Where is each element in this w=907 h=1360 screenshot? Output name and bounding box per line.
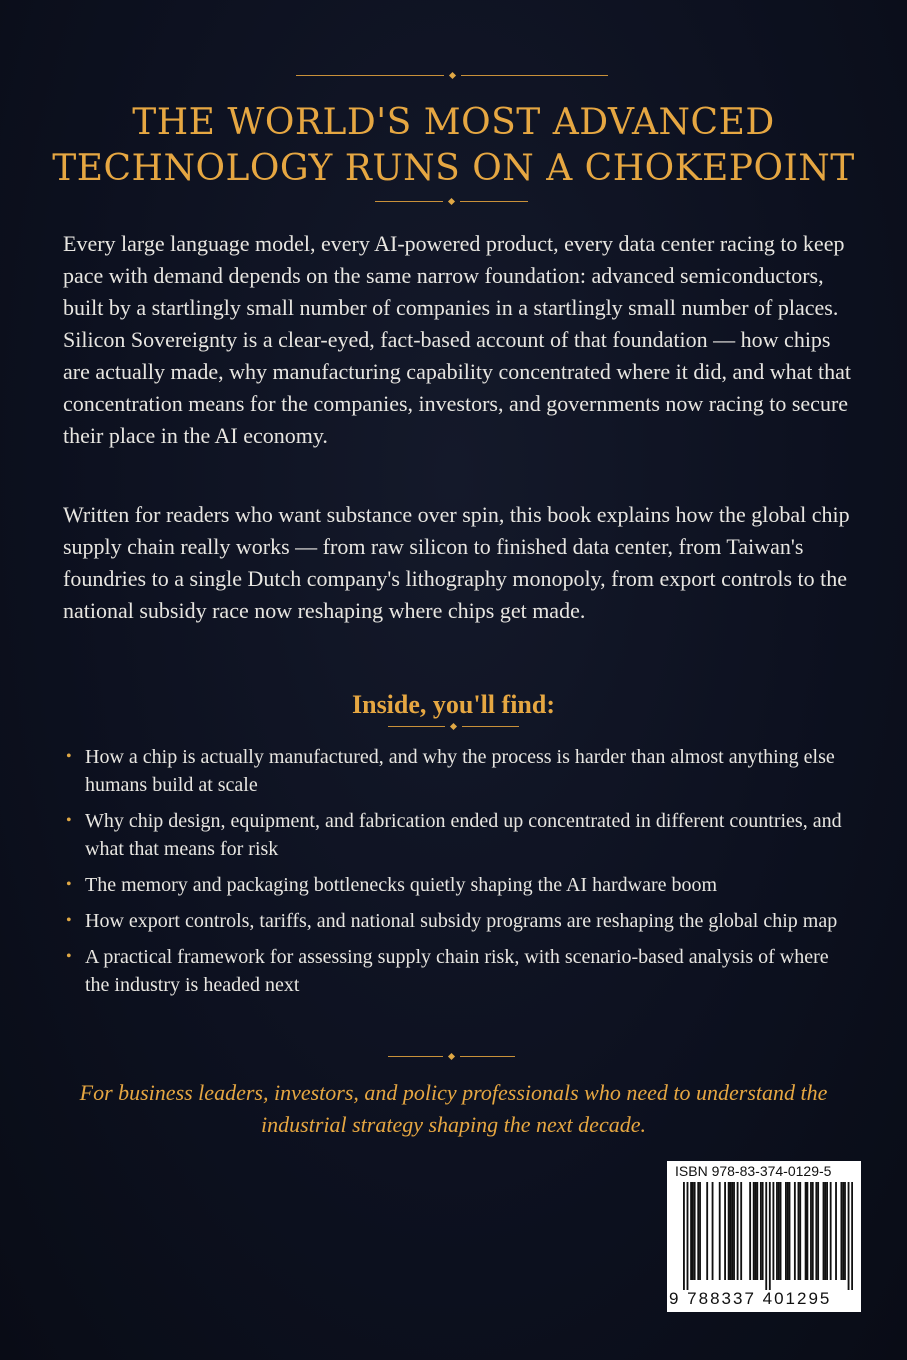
barcode-bar	[731, 1182, 733, 1280]
barcode-bar	[697, 1182, 699, 1280]
inside-heading: Inside, you'll find:	[351, 690, 555, 719]
barcode-bar	[765, 1182, 767, 1290]
diamond-icon	[448, 71, 455, 78]
bullet-icon: •	[66, 876, 72, 893]
barcode-bar	[712, 1182, 714, 1280]
barcode-bar	[733, 1182, 735, 1280]
barcode-bar	[756, 1182, 758, 1280]
list-item-text: Why chip design, equipment, and fabrication ended up concentrated in different countries, and what that means for risk	[85, 810, 842, 860]
barcode-bar	[728, 1182, 730, 1280]
barcode-bar	[730, 1182, 732, 1280]
barcode-bar	[699, 1182, 701, 1280]
barcode-bar	[785, 1182, 787, 1280]
ornament-line	[296, 75, 444, 76]
bullet-icon: •	[66, 812, 72, 829]
barcode-bars	[683, 1182, 853, 1290]
barcode-bar	[683, 1182, 685, 1290]
barcode-bar	[789, 1182, 791, 1280]
headline-line-2: TECHNOLOGY RUNS ON A CHOKEPOINT	[52, 148, 855, 189]
list-item	[66, 871, 846, 899]
barcode-bar	[762, 1182, 764, 1280]
barcode-bar	[724, 1182, 726, 1280]
barcode-bar	[806, 1182, 808, 1280]
top-ornament	[296, 70, 608, 80]
feature-list	[66, 743, 846, 1007]
isbn-label: ISBN 978-83-374-0129-5	[675, 1163, 832, 1179]
diamond-icon	[448, 1052, 455, 1059]
second-paragraph: Written for readers who want substance over spin, this book explains how the global chip supply chain really works — from raw silicon to finished data center, from Taiwan's foundries to a single Dutch company's lithography monopoly, from export controls to the national subsidy race now reshaping where chips get made.	[63, 502, 850, 623]
bullet-icon: •	[66, 948, 72, 965]
list-item	[66, 743, 846, 799]
inside-ornament	[388, 721, 519, 731]
list-item	[66, 943, 846, 999]
barcode-bar	[706, 1182, 708, 1280]
ornament-line	[460, 1056, 515, 1057]
barcode-bar	[817, 1182, 819, 1280]
headline-line-1: THE WORLD'S MOST ADVANCED	[132, 102, 775, 143]
barcode-bar	[692, 1182, 694, 1280]
barcode-bar	[823, 1182, 825, 1280]
barcode-bar	[694, 1182, 696, 1280]
ornament-line	[388, 1056, 443, 1057]
barcode-bar	[778, 1182, 780, 1280]
barcode-bar	[851, 1182, 853, 1290]
barcode-bar	[815, 1182, 817, 1280]
bullet-icon: •	[66, 748, 72, 765]
barcode-bar	[687, 1182, 689, 1290]
barcode-bar	[737, 1182, 739, 1280]
barcode-bar	[772, 1182, 774, 1280]
barcode-bar	[799, 1182, 801, 1280]
barcode-bar	[753, 1182, 755, 1280]
barcode-bar	[844, 1182, 846, 1280]
diamond-icon	[448, 197, 455, 204]
ornament-line	[462, 726, 519, 727]
barcode-bar	[824, 1182, 826, 1280]
isbn-digits: 9 788337 401295	[669, 1289, 832, 1308]
barcode-bar	[848, 1182, 850, 1290]
barcode-bar	[760, 1182, 762, 1280]
barcode-bar	[776, 1182, 778, 1280]
barcode-bar	[719, 1182, 721, 1280]
barcode-bar	[835, 1182, 837, 1280]
intro-paragraph: Every large language model, every AI-powered product, every data center racing to keep pace with demand depends on the same narrow foundation: advanced semiconductors, built by a startlingly small number of companies in a startlingly small number of places. Silicon Sovereignty is a clear-eyed, fact-based account of that foundation — how chips are actually made, why manufacturing capability concentrated where it did, and what that concentration means for the companies, investors, and governments now racing to secure their place in the AI economy.	[63, 231, 852, 448]
barcode-bar	[810, 1182, 812, 1280]
barcode-bar	[749, 1182, 751, 1280]
barcode-bar	[826, 1182, 828, 1280]
barcode-bar	[690, 1182, 692, 1280]
barcode-bar	[740, 1182, 742, 1280]
list-item-text: How a chip is actually manufactured, and why the process is harder than almost anything else humans build at scale	[85, 746, 835, 796]
diamond-icon	[450, 722, 457, 729]
list-item-text: How export controls, tariffs, and national subsidy programs are reshaping the global chip map	[85, 910, 838, 932]
bullet-icon: •	[66, 912, 72, 929]
barcode-bar	[812, 1182, 814, 1280]
bottom-ornament	[388, 1051, 515, 1061]
list-item	[66, 807, 846, 863]
list-item	[66, 907, 846, 935]
barcode-bar	[830, 1182, 832, 1280]
barcode-bar	[780, 1182, 782, 1280]
list-item-text: The memory and packaging bottlenecks quietly shaping the AI hardware boom	[85, 874, 718, 896]
ornament-line	[460, 201, 528, 202]
barcode-bar	[794, 1182, 796, 1280]
barcode-bar	[787, 1182, 789, 1280]
barcode-bar	[842, 1182, 844, 1280]
list-item-text: A practical framework for assessing supply chain risk, with scenario-based analysis of where the industry is headed next	[85, 946, 829, 996]
barcode-bar	[798, 1182, 800, 1280]
headline	[0, 100, 907, 192]
ornament-line	[375, 201, 443, 202]
ornament-line	[388, 726, 445, 727]
barcode-bar	[840, 1182, 842, 1280]
audience-tagline: For business leaders, investors, and policy professionals who need to understand the industrial strategy shaping the next decade.	[79, 1080, 828, 1137]
ornament-line	[461, 75, 609, 76]
headline-ornament	[375, 196, 528, 206]
barcode-bar	[755, 1182, 757, 1280]
barcode-bar	[769, 1182, 771, 1290]
isbn-barcode	[667, 1161, 861, 1312]
barcode-bar	[805, 1182, 807, 1280]
